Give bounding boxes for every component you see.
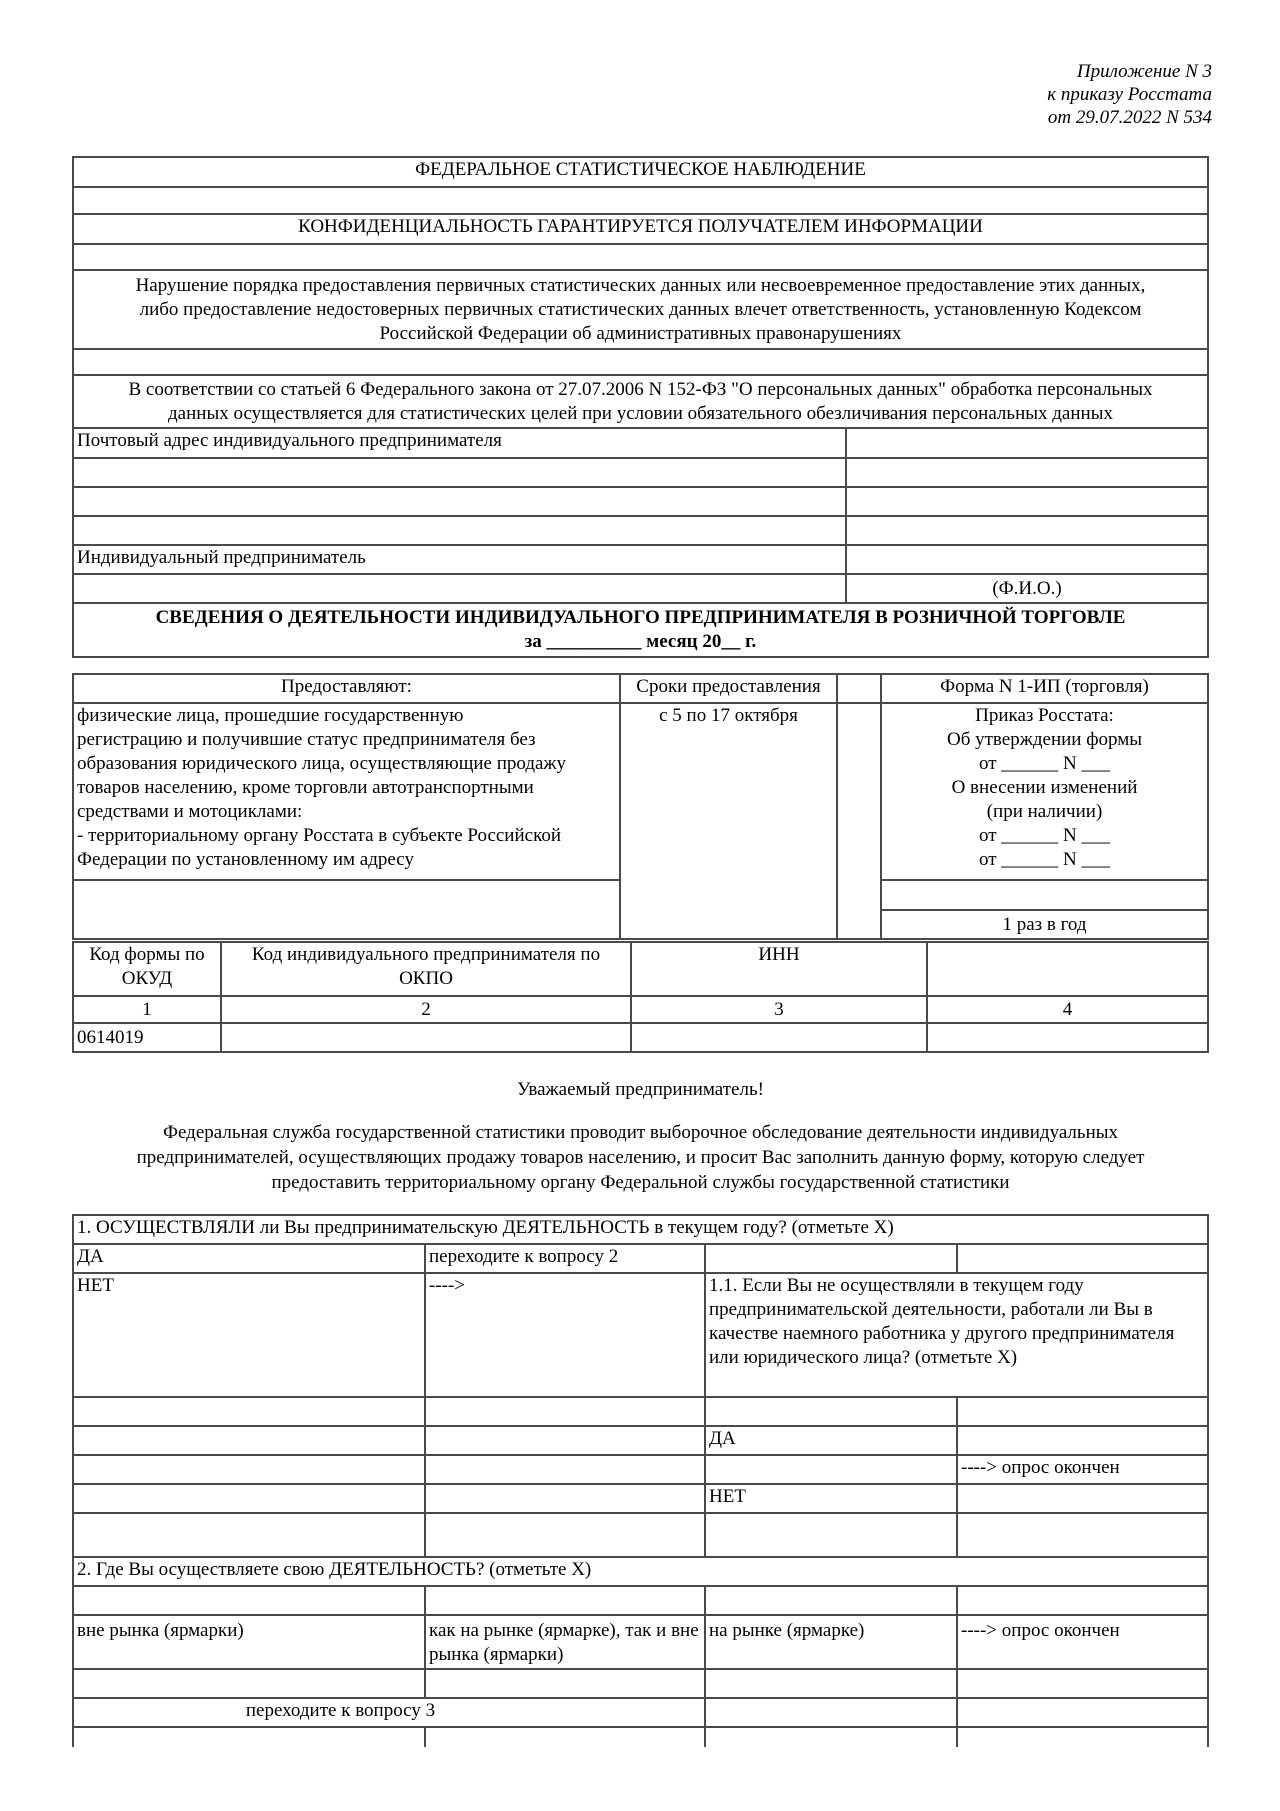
questions-table bbox=[72, 1214, 1209, 1747]
fio-caption: (Ф.И.О.) bbox=[846, 574, 1208, 603]
question-2: 2. Где Вы осуществляете свою ДЕЯТЕЛЬНОСТЬ? (отметьте Х) bbox=[73, 1557, 1208, 1586]
survey-over-indicator: ----> опрос окончен bbox=[957, 1455, 1208, 1484]
blank-cell bbox=[881, 880, 1208, 910]
sub-answer-no-checkbox[interactable] bbox=[957, 1484, 1208, 1513]
violation-line: либо предоставление недостоверных первичных статистических данных влечет ответственность, установленную Кодексом bbox=[139, 298, 1142, 320]
providers-line: регистрацию и получившие статус предпринимателя без bbox=[77, 729, 536, 750]
blank-cell bbox=[425, 1586, 705, 1615]
blank-cell bbox=[957, 1727, 1208, 1747]
form-title bbox=[73, 603, 1208, 657]
blank-cell bbox=[705, 1513, 957, 1557]
order-line: О внесении изменений bbox=[951, 777, 1138, 798]
blank-cell bbox=[957, 1698, 1208, 1727]
sub-answer-no-label: НЕТ bbox=[705, 1484, 957, 1513]
blank-cell bbox=[73, 1586, 425, 1615]
option-on-market: на рынке (ярмарке) bbox=[705, 1615, 957, 1669]
provide-header: Предоставляют: bbox=[73, 674, 620, 703]
option-market-checkbox[interactable] bbox=[705, 1669, 957, 1698]
blank-cell bbox=[957, 1244, 1208, 1273]
form-number-header: Форма N 1-ИП (торговля) bbox=[881, 674, 1208, 703]
appendix-line: к приказу Росстата bbox=[1047, 84, 1212, 105]
blank-cell bbox=[425, 1727, 705, 1747]
order-line: от ______ N ___ bbox=[978, 825, 1111, 846]
blank-cell bbox=[425, 1397, 705, 1426]
okud-header-line: ОКУД bbox=[121, 968, 173, 989]
blank-cell bbox=[425, 1426, 705, 1455]
column-number: 3 bbox=[631, 996, 927, 1023]
option-both-markets: как на рынке (ярмарке), так и вне рынка (ярмарки) bbox=[425, 1615, 705, 1669]
violation-line: Нарушение порядка предоставления первичных статистических данных или несвоевременное предоставление этих данных, bbox=[135, 274, 1146, 296]
appendix-line: Приложение N 3 bbox=[1076, 61, 1212, 82]
order-line: от ______ N ___ bbox=[978, 849, 1111, 870]
confidentiality-notice: КОНФИДЕНЦИАЛЬНОСТЬ ГАРАНТИРУЕТСЯ ПОЛУЧАТЕЛЕМ ИНФОРМАЦИИ bbox=[73, 214, 1208, 244]
inn-input[interactable] bbox=[631, 1023, 927, 1052]
blank-cell bbox=[425, 1455, 705, 1484]
personal-data-line: данных осуществляется для статистических целей при условии обязательного обезличивания персональных данных bbox=[168, 402, 1113, 424]
blank-row bbox=[73, 349, 1208, 375]
violation-line: Российской Федерации об административных правонарушениях bbox=[379, 322, 902, 344]
survey-description bbox=[72, 1120, 1209, 1195]
appendix-reference bbox=[1047, 60, 1212, 129]
option-outside-market: вне рынка (ярмарки) bbox=[73, 1615, 425, 1669]
okud-header-line: Код формы по bbox=[89, 944, 205, 965]
question-1: 1. ОСУЩЕСТВЛЯЛИ ли Вы предпринимательскую ДЕЯТЕЛЬНОСТЬ в текущем году? (отметьте Х) bbox=[73, 1215, 1208, 1244]
greeting: Уважаемый предприниматель! bbox=[517, 1079, 764, 1100]
okpo-input[interactable] bbox=[221, 1023, 631, 1052]
blank-cell bbox=[73, 1513, 425, 1557]
blank-cell bbox=[927, 942, 1208, 996]
blank-cell bbox=[73, 1727, 425, 1747]
providers-line: физические лица, прошедшие государственную bbox=[77, 705, 464, 726]
form-title-period: за __________ месяц 20__ г. bbox=[524, 631, 757, 652]
blank-row bbox=[73, 187, 1208, 214]
okud-header bbox=[73, 942, 221, 996]
blank-cell bbox=[837, 674, 881, 703]
okpo-header-line: ОКПО bbox=[399, 968, 453, 989]
survey-description-line: Федеральная служба государственной статистики проводит выборочное обследование деятельности индивидуальных bbox=[162, 1122, 1119, 1143]
blank-cell bbox=[705, 1698, 957, 1727]
providers-line: образования юридического лица, осуществляющие продажу bbox=[77, 753, 567, 774]
providers-line: Федерации по установленному им адресу bbox=[77, 849, 414, 870]
form-title-main: СВЕДЕНИЯ О ДЕЯТЕЛЬНОСТИ ИНДИВИДУАЛЬНОГО ПРЕДПРИНИМАТЕЛЯ В РОЗНИЧНОЙ ТОРГОВЛЕ bbox=[155, 607, 1126, 628]
blank-cell bbox=[705, 1397, 957, 1426]
survey-description-line: предпринимателей, осуществляющих продажу товаров населению, и просит Вас заполнить данную форму, которую следует bbox=[136, 1147, 1145, 1168]
blank-cell bbox=[705, 1586, 957, 1615]
postal-address-field[interactable] bbox=[846, 516, 1208, 545]
blank-cell bbox=[705, 1455, 957, 1484]
answer-no-label: НЕТ bbox=[73, 1273, 425, 1397]
answer-yes-checkbox[interactable] bbox=[705, 1244, 957, 1273]
deadline-header: Сроки предоставления bbox=[620, 674, 837, 703]
code-input[interactable] bbox=[927, 1023, 1208, 1052]
postal-address-label: Почтовый адрес индивидуального предпринимателя bbox=[73, 428, 846, 458]
option-outside-checkbox[interactable] bbox=[73, 1669, 425, 1698]
blank-cell bbox=[73, 880, 620, 939]
sub-question-1-1: 1.1. Если Вы не осуществляли в текущем году предпринимательской деятельности, работали ли Вы в качестве наемного работника у другого предпринимателя или юридического лица? (отметьте Х) bbox=[705, 1273, 1208, 1397]
blank-cell bbox=[73, 1397, 425, 1426]
deadline-value: с 5 по 17 октября bbox=[620, 703, 837, 939]
codes-table bbox=[72, 941, 1209, 1053]
blank-cell bbox=[73, 1484, 425, 1513]
okpo-header-line: Код индивидуального предпринимателя по bbox=[251, 944, 601, 965]
submission-table bbox=[72, 673, 1209, 940]
personal-data-notice bbox=[73, 375, 1208, 428]
blank-row bbox=[73, 244, 1208, 270]
frequency-value: 1 раз в год bbox=[881, 910, 1208, 939]
column-number: 1 bbox=[73, 996, 221, 1023]
option-both-checkbox[interactable] bbox=[425, 1669, 705, 1698]
column-number: 2 bbox=[221, 996, 631, 1023]
okpo-header bbox=[221, 942, 631, 996]
blank-cell bbox=[425, 1513, 705, 1557]
blank-cell bbox=[73, 1426, 425, 1455]
order-line: от ______ N ___ bbox=[978, 753, 1111, 774]
providers-description bbox=[73, 703, 620, 880]
order-line: (при наличии) bbox=[986, 801, 1103, 822]
survey-description-line: предоставить территориальному органу Федеральной службы государственной статистики bbox=[271, 1172, 1010, 1193]
order-reference bbox=[881, 703, 1208, 880]
providers-line: средствами и мотоциклами: bbox=[77, 801, 303, 822]
blank-cell bbox=[957, 1586, 1208, 1615]
postal-address-field[interactable] bbox=[846, 487, 1208, 516]
blank-cell bbox=[705, 1727, 957, 1747]
violation-notice bbox=[73, 270, 1208, 349]
order-line: Об утверждении формы bbox=[946, 729, 1143, 750]
postal-address-field[interactable] bbox=[846, 458, 1208, 487]
postal-address-line[interactable] bbox=[73, 487, 846, 516]
providers-line: товаров населению, кроме торговли автотранспортными bbox=[77, 777, 534, 798]
goto-question-3: переходите к вопросу 3 bbox=[73, 1698, 705, 1727]
okud-value: 0614019 bbox=[73, 1023, 221, 1052]
sub-answer-yes-label: ДА bbox=[705, 1426, 957, 1455]
entrepreneur-name-field[interactable] bbox=[846, 545, 1208, 574]
survey-over-indicator: ----> опрос окончен bbox=[957, 1615, 1208, 1669]
blank-cell bbox=[837, 703, 881, 939]
blank-cell bbox=[957, 1397, 1208, 1426]
order-line: Приказ Росстата: bbox=[975, 705, 1114, 726]
providers-line: - территориальному органу Росстата в субъекте Российской bbox=[77, 825, 562, 846]
appendix-line: от 29.07.2022 N 534 bbox=[1047, 107, 1212, 128]
goto-question-2: переходите к вопросу 2 bbox=[425, 1244, 705, 1273]
postal-address-line[interactable] bbox=[73, 458, 846, 487]
form-header-table bbox=[72, 156, 1209, 658]
blank-cell bbox=[957, 1669, 1208, 1698]
blank-cell bbox=[957, 1513, 1208, 1557]
answer-yes-label: ДА bbox=[73, 1244, 425, 1273]
arrow-indicator: ----> bbox=[425, 1273, 705, 1397]
personal-data-line: В соответствии со статьей 6 Федерального закона от 27.07.2006 N 152-ФЗ "О персональных данных" обработка персональных bbox=[128, 378, 1153, 400]
inn-header: ИНН bbox=[631, 942, 927, 996]
postal-address-line[interactable] bbox=[73, 516, 846, 545]
entrepreneur-line[interactable] bbox=[73, 574, 846, 603]
entrepreneur-label: Индивидуальный предприниматель bbox=[73, 545, 846, 574]
blank-cell bbox=[73, 1455, 425, 1484]
column-number: 4 bbox=[927, 996, 1208, 1023]
postal-address-field[interactable] bbox=[846, 428, 1208, 458]
sub-answer-yes-checkbox[interactable] bbox=[957, 1426, 1208, 1455]
blank-cell bbox=[425, 1484, 705, 1513]
federal-observation-title: ФЕДЕРАЛЬНОЕ СТАТИСТИЧЕСКОЕ НАБЛЮДЕНИЕ bbox=[73, 157, 1208, 187]
